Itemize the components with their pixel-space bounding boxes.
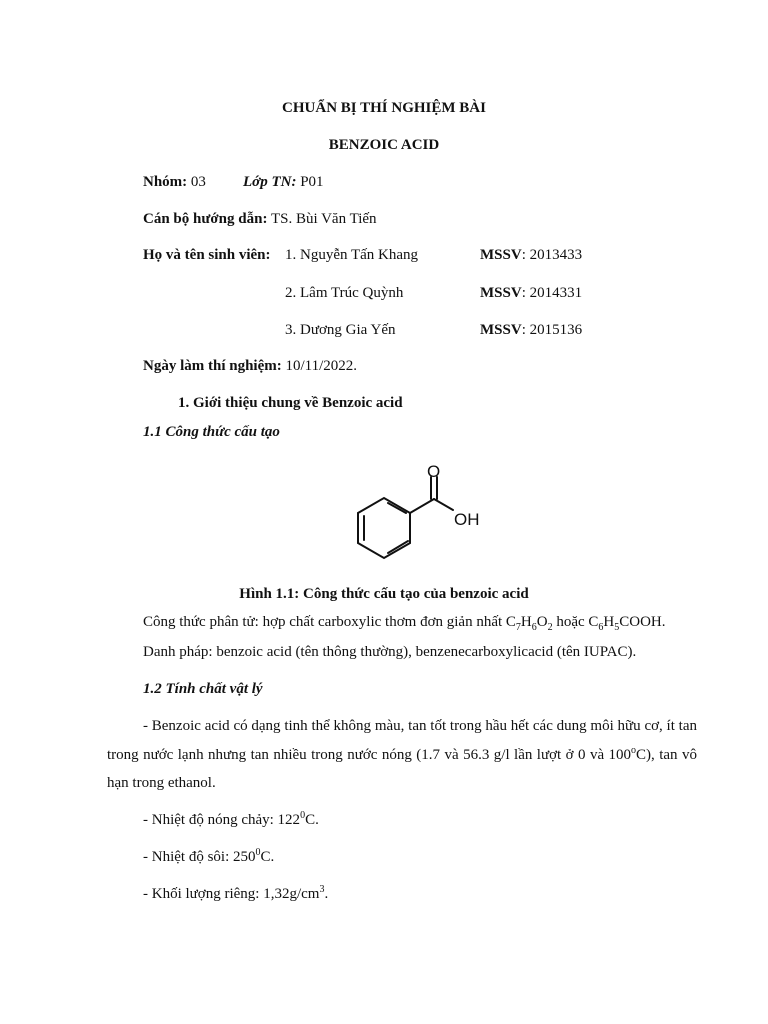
student-name: 1. Nguyễn Tấn Khang xyxy=(285,247,419,263)
nomenclature-line: Danh pháp: benzoic acid (tên thông thường), benzenecarboxylicacid (tên IUPAC). xyxy=(143,644,637,660)
group-label: Nhóm: xyxy=(143,174,188,190)
mssv-label: MSSV xyxy=(480,285,522,301)
formula-text: O xyxy=(536,614,548,630)
physical-properties-paragraph xyxy=(107,712,697,798)
formula-text: COOH. xyxy=(619,614,666,630)
group-line xyxy=(143,174,206,191)
formula-subscript: 2 xyxy=(547,622,553,633)
mssv-value: : 2015136 xyxy=(521,322,583,338)
density-line xyxy=(143,886,328,903)
supervisor-label: Cán bộ hướng dẫn: xyxy=(143,211,268,227)
students-label: Họ và tên sinh viên: xyxy=(143,247,271,263)
mssv-label: MSSV xyxy=(480,247,522,263)
class-label: Lớp TN: xyxy=(243,174,297,190)
property-text: - Nhiệt độ sôi: 250 xyxy=(143,849,256,865)
student-mssv xyxy=(480,247,582,264)
molecular-formula-line xyxy=(143,614,666,631)
supervisor-line xyxy=(143,211,377,228)
paragraph-text: - Benzoic acid có dạng tinh thể không màu, tan tốt trong hầu hết các dung môi hữu cơ, ít tan trong nước lạnh nhưng tan nhiều trong nước nóng (1.7 và 56.3 g/l lần lượt ở 0 và 100 xyxy=(107,718,697,763)
section-heading: 1. Giới thiệu chung về Benzoic acid xyxy=(178,395,403,411)
formula-subscript: 5 xyxy=(614,622,620,633)
student-name: 3. Dương Gia Yến xyxy=(285,322,396,338)
hydroxyl-label: OH xyxy=(454,510,480,529)
boiling-point-line xyxy=(143,849,274,866)
student-name: 2. Lâm Trúc Quỳnh xyxy=(285,285,404,301)
benzoic-acid-structure xyxy=(340,455,500,575)
class-value: P01 xyxy=(300,174,324,190)
property-text: - Nhiệt độ nóng chảy: 122 xyxy=(143,812,301,828)
property-text: C. xyxy=(260,849,275,865)
paragraph-text: C), tan vô hạn trong ethanol. xyxy=(107,746,697,791)
supervisor-value: TS. Bùi Văn Tiến xyxy=(270,211,377,227)
formula-subscript: 6 xyxy=(531,622,537,633)
formula-subscript: 7 xyxy=(515,622,521,633)
mssv-label: MSSV xyxy=(480,322,522,338)
document-subtitle: BENZOIC ACID xyxy=(328,137,440,153)
group-value: 03 xyxy=(190,174,206,190)
mssv-value: : 2013433 xyxy=(521,247,583,263)
carboxyl-bond xyxy=(410,499,434,513)
degree-superscript: o xyxy=(631,744,637,756)
property-text: . xyxy=(324,886,329,902)
hydroxyl-bond xyxy=(434,499,453,510)
formula-subscript: 6 xyxy=(598,622,604,633)
mssv-value: : 2014331 xyxy=(521,285,583,301)
document-title: CHUẨN BỊ THÍ NGHIỆM BÀI xyxy=(282,100,486,116)
date-value: 10/11/2022. xyxy=(285,358,358,374)
student-mssv xyxy=(480,322,582,339)
degree-superscript: 0 xyxy=(255,847,261,858)
cubic-superscript: 3 xyxy=(319,884,325,895)
student-mssv xyxy=(480,285,582,302)
oxygen-label: O xyxy=(427,462,441,481)
figure-caption: Hình 1.1: Công thức cấu tạo của benzoic acid xyxy=(239,586,529,602)
date-line xyxy=(143,358,357,375)
formula-text: Công thức phân tử: hợp chất carboxylic thơm đơn giản nhất C xyxy=(143,614,516,630)
degree-superscript: 0 xyxy=(300,810,306,821)
subsection-heading: 1.1 Công thức cấu tạo xyxy=(143,424,280,440)
property-text: C. xyxy=(305,812,319,828)
class-line xyxy=(243,174,324,191)
date-label: Ngày làm thí nghiệm: xyxy=(143,358,282,374)
subsection-heading: 1.2 Tính chất vật lý xyxy=(143,681,263,697)
property-text: - Khối lượng riêng: 1,32g/cm xyxy=(143,886,320,902)
benzene-ring xyxy=(358,498,410,558)
formula-text: hoặc C xyxy=(552,614,599,630)
formula-text: H xyxy=(603,614,615,630)
formula-text: H xyxy=(520,614,532,630)
melting-point-line xyxy=(143,812,319,829)
